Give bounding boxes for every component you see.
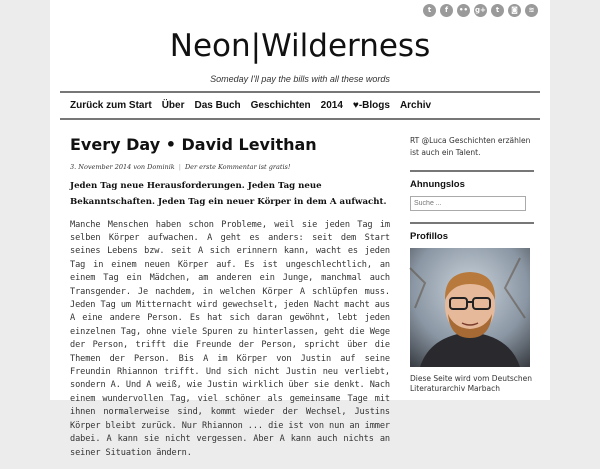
profile-caption: Diese Seite wird vom Deutschen Literaturarchiv Marbach xyxy=(410,374,533,393)
post-body: Manche Menschen haben schon Probleme, weil sie jeden Tag im selben Körper aufwachen. A geht es anders: seit dem Start seines Lebens bzw. seit A sich erinnern kann, wacht es jeden Tag in einem neuen Körper auf. Es ist ungeschlechtlich, an einem Tag ein Mädchen, am anderen ein Junge, manchmal auch Transgender. Je nachdem, in welchen Körper A schlüpfen muss. Jeden Tag um Mitternacht wird gewechselt, jeden Nacht macht aus A eine andere Person. Es hat sich daran gewöhnt, lebt jeden einzelnen Tag, ohne viele Spuren zu hinterlassen, geht die Wege der Person, trifft die Freunde der Person, spricht über die Themen der Person. Bis A im Körper von Justin auf seine Freundin Rhiannon trifft. Und sich nicht Justin neu verliebt, sondern A. Und A weiß, wie Justin wirklich über sie denkt. Nach einem wundervollen Tag, viel schöner als gemeinsame Tage mit ihnen normalerweise sind, kommt wieder der Wechsel, Justins Körper bleibt zurück. Nur Rhiannon ... die ist von nun an immer dabei. A kann sie nicht vergessen. Aber A kann auch nichts an seiner Situation ändern. xyxy=(70,219,390,458)
site-tagline: Someday I'll pay the bills with all these words xyxy=(210,74,390,84)
nav-item-archive[interactable]: Archiv xyxy=(399,100,432,111)
rss-icon[interactable]: ≋ xyxy=(525,4,538,17)
flickr-icon[interactable]: •• xyxy=(457,4,470,17)
widget-title-search: Ahnungslos xyxy=(410,170,534,190)
twitter-icon[interactable]: t xyxy=(423,4,436,17)
nav-item-2014[interactable]: 2014 xyxy=(320,100,343,111)
widget-title-profile: Profillos xyxy=(410,222,534,242)
tweet-text[interactable]: RT @Luca Geschichten erzählen ist auch ein Talent. xyxy=(410,136,531,157)
post-article xyxy=(70,135,390,469)
nav-item-about[interactable]: Über xyxy=(161,100,185,111)
sidebar xyxy=(410,135,534,394)
profile-portrait-image xyxy=(410,248,530,367)
nav-item-book[interactable]: Das Buch xyxy=(194,100,241,111)
nav-item-home[interactable]: Zurück zum Start xyxy=(70,100,152,111)
nav-item-stories[interactable]: Geschichten xyxy=(250,100,311,111)
social-icons xyxy=(423,4,538,17)
tumblr-icon[interactable]: t xyxy=(491,4,504,17)
instagram-icon[interactable]: ◙ xyxy=(508,4,521,17)
post-lead: Jeden Tag neue Herausforderungen. Jeden Tag neue Bekanntschaften. Jeden Tag ein neuer Körper in dem A aufwacht. xyxy=(70,181,387,207)
google-plus-icon[interactable]: g+ xyxy=(474,4,487,17)
post-comments-link[interactable]: Der erste Kommentar ist gratis! xyxy=(184,163,291,171)
post-date[interactable]: 3. November 2014 von Dominik xyxy=(70,163,175,171)
post-meta xyxy=(70,163,390,171)
main-navigation xyxy=(60,91,540,120)
page xyxy=(50,0,550,458)
meta-separator: | xyxy=(178,163,181,171)
post-title[interactable]: Every Day • David Levithan xyxy=(70,135,317,154)
nav-item-blogs[interactable]: ♥-Blogs xyxy=(352,100,390,111)
profile-photo xyxy=(410,248,530,367)
site-title[interactable]: Neon|Wilderness xyxy=(169,28,431,64)
facebook-icon[interactable]: f xyxy=(440,4,453,17)
search-input[interactable] xyxy=(410,196,526,211)
